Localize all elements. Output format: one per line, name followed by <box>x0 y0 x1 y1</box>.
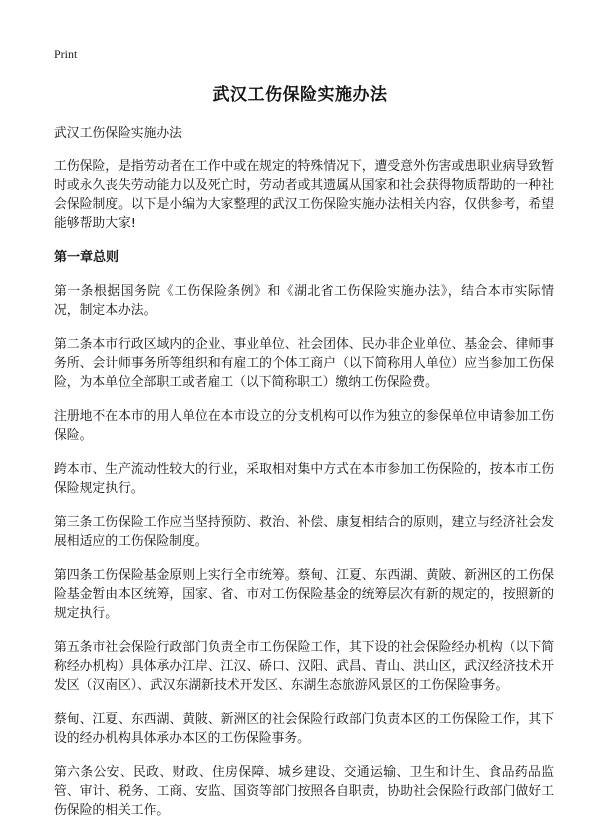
print-link[interactable]: Print <box>54 47 78 61</box>
article-body <box>54 124 554 835</box>
page-title: 武汉工伤保险实施办法 <box>212 85 388 105</box>
chapter-heading: 第一章总则 <box>54 250 120 265</box>
article-paragraph-9: 第六条公安、民政、财政、住房保障、城乡建设、交通运输、卫生和计生、食品药品监管、审计、税务、工商、安监、国资等部门按照各自职责，协助社会保险行政部门做好工伤保险的相关工作。 <box>54 765 554 818</box>
article-paragraph-5: 第三条工伤保险工作应当坚持预防、救治、补偿、康复相结合的原则，建立与经济社会发展相适应的工伤保险制度。 <box>54 515 554 549</box>
article-paragraph-6: 第四条工伤保险基金原则上实行全市统筹。蔡甸、江夏、东西湖、黄陂、新洲区的工伤保险基金暂由本区统筹，国家、省、市对工伤保险基金的统筹层次有新的规定的，按照新的规定执行。 <box>54 568 554 621</box>
article-paragraph-1: 第一条根据国务院《工伤保险条例》和《湖北省工伤保险实施办法》，结合本市实际情况，制定本办法。 <box>54 284 554 318</box>
intro-paragraph: 工伤保险，是指劳动者在工作中或在规定的特殊情况下，遭受意外伤害或患职业病导致暂时或永久丧失劳动能力以及死亡时，劳动者或其遗属从国家和社会获得物质帮助的一种社会保险制度。以下是小编为大家整理的武汉工伤保险实施办法相关内容，仅供参考，希望能够帮助大家! <box>54 159 554 231</box>
article-subtitle: 武汉工伤保险实施办法 <box>54 126 182 141</box>
article-paragraph-7: 第五条市社会保险行政部门负责全市工伤保险工作，其下设的社会保险经办机构（以下简称经办机构）具体承办江岸、江汉、硚口、汉阳、武昌、青山、洪山区，武汉经济技术开发区（汉南区）、武汉东湖新技术开发区、东湖生态旅游风景区的工伤保险事务。 <box>54 640 554 693</box>
article-paragraph-8: 蔡甸、江夏、东西湖、黄陂、新洲区的社会保险行政部门负责本区的工伤保险工作，其下设的经办机构具体承办本区的工伤保险事务。 <box>54 712 554 746</box>
article-paragraph-4: 跨本市、生产流动性较大的行业，采取相对集中方式在本市参加工伤保险的，按本市工伤保险规定执行。 <box>54 462 554 496</box>
article-paragraph-3: 注册地不在本市的用人单位在本市设立的分支机构可以作为独立的参保单位申请参加工伤保险。 <box>54 409 554 443</box>
article-paragraph-2: 第二条本市行政区域内的企业、事业单位、社会团体、民办非企业单位、基金会、律师事务所、会计师事务所等组织和有雇工的个体工商户（以下简称用人单位）应当参加工伤保险，为本单位全部职工或者雇工（以下简称职工）缴纳工伤保险费。 <box>54 337 554 390</box>
